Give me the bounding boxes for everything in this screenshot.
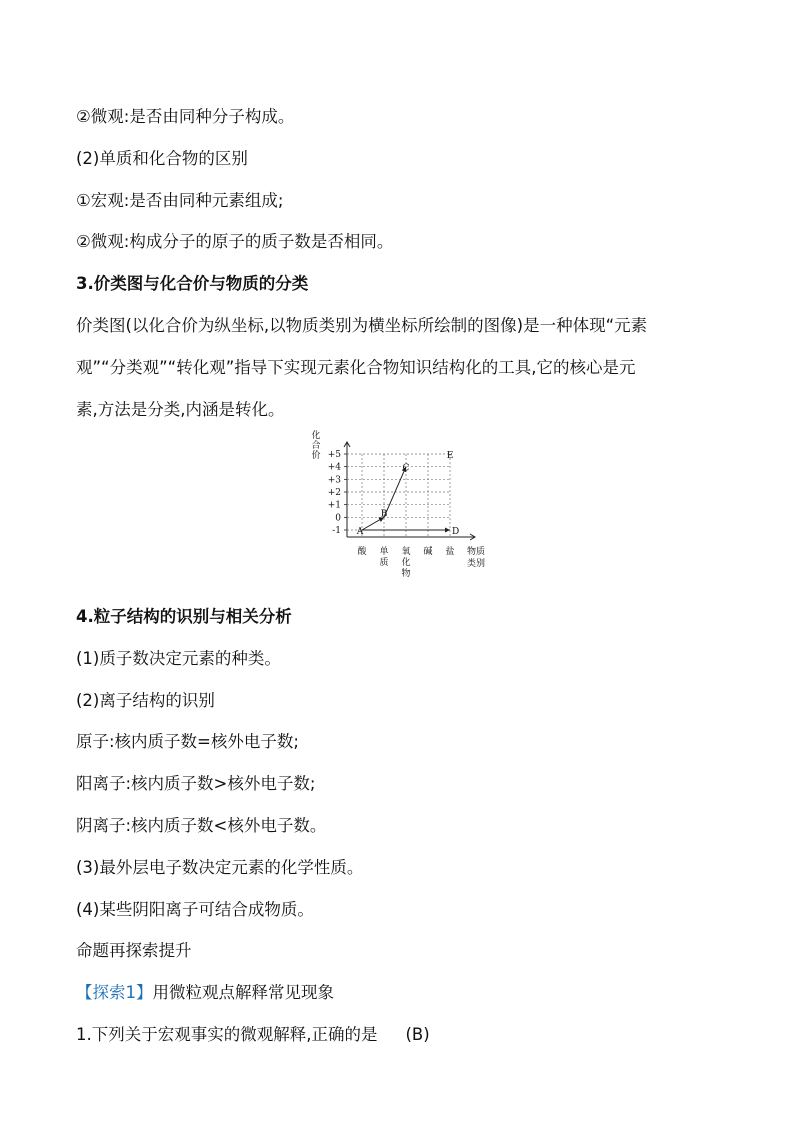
x-category-label: 碱 [423, 547, 433, 557]
paragraph-line-1: 价类图(以化合价为纵坐标,以物质类别为横坐标所绘制的图像)是一种体现“元素 [76, 316, 648, 335]
y-tick-label: +2 [327, 488, 341, 498]
question-1 [76, 1024, 430, 1046]
explore-1-line [76, 982, 334, 1004]
item-3: (3)最外层电子数决定元素的化学性质。 [76, 858, 364, 877]
question-1-text: 1.下列关于宏观事实的微观解释,正确的是 [76, 1025, 378, 1044]
valence-class-chart [300, 430, 500, 580]
paragraph-line-2: 观”“分类观”“转化观”指导下实现元素化合物知识结构化的工具,它的核心是元 [76, 358, 636, 377]
line-subheading-2: (2)单质和化合物的区别 [76, 149, 248, 168]
explore-1-title: 用微粒观点解释常见现象 [152, 983, 334, 1002]
point-label: E [446, 451, 454, 461]
point-label: D [452, 527, 460, 537]
y-tick-label: +5 [327, 450, 341, 460]
y-axis-label: 价 [311, 451, 321, 461]
x-category-label: 氧 [401, 547, 411, 557]
x-axis-label: 类别 [466, 559, 486, 569]
line-macro: ①宏观:是否由同种元素组成; [76, 191, 284, 210]
line-micro-1: ②微观:是否由同种分子构成。 [76, 107, 295, 126]
y-tick-label: +1 [327, 500, 341, 511]
x-axis-label: 物质 [466, 547, 486, 557]
line-micro-2: ②微观:构成分子的原子的质子数是否相同。 [76, 232, 394, 251]
y-axis-label: 合 [311, 441, 321, 451]
question-1-answer: (B) [405, 1025, 430, 1044]
y-tick-label: +4 [327, 462, 341, 473]
point-label: B [380, 509, 388, 520]
atom-rule: 原子:核内质子数=核外电子数; [76, 732, 299, 751]
paragraph-line-3: 素,方法是分类,内涵是转化。 [76, 400, 285, 419]
item-4: (4)某些阴阳离子可结合成物质。 [76, 900, 314, 919]
y-axis-label: 化 [311, 431, 321, 441]
x-category-label: 单 [379, 547, 389, 557]
x-category-label: 质 [379, 558, 389, 568]
section-heading-3: 3.价类图与化合价与物质的分类 [76, 274, 309, 293]
point-label: C [402, 463, 410, 474]
anion-rule: 阴离子:核内质子数<核外电子数。 [76, 816, 327, 835]
point-label: A [356, 527, 364, 537]
x-category-label: 盐 [445, 547, 455, 557]
item-1: (1)质子数决定元素的种类。 [76, 649, 281, 668]
y-tick-label: +3 [327, 475, 341, 486]
x-category-label: 酸 [357, 547, 367, 557]
transform-arrowhead [445, 528, 450, 533]
x-category-label: 物 [401, 569, 411, 579]
item-2: (2)离子结构的识别 [76, 691, 215, 710]
y-tick-label: -1 [332, 526, 341, 536]
explore-tag: 【探索1】 [76, 983, 153, 1002]
y-tick-label: 0 [335, 513, 341, 524]
cation-rule: 阳离子:核内质子数>核外电子数; [76, 774, 316, 793]
explore-heading: 命题再探索提升 [76, 941, 192, 960]
section-heading-4: 4.粒子结构的识别与相关分析 [76, 607, 292, 626]
x-category-label: 化 [401, 558, 411, 568]
